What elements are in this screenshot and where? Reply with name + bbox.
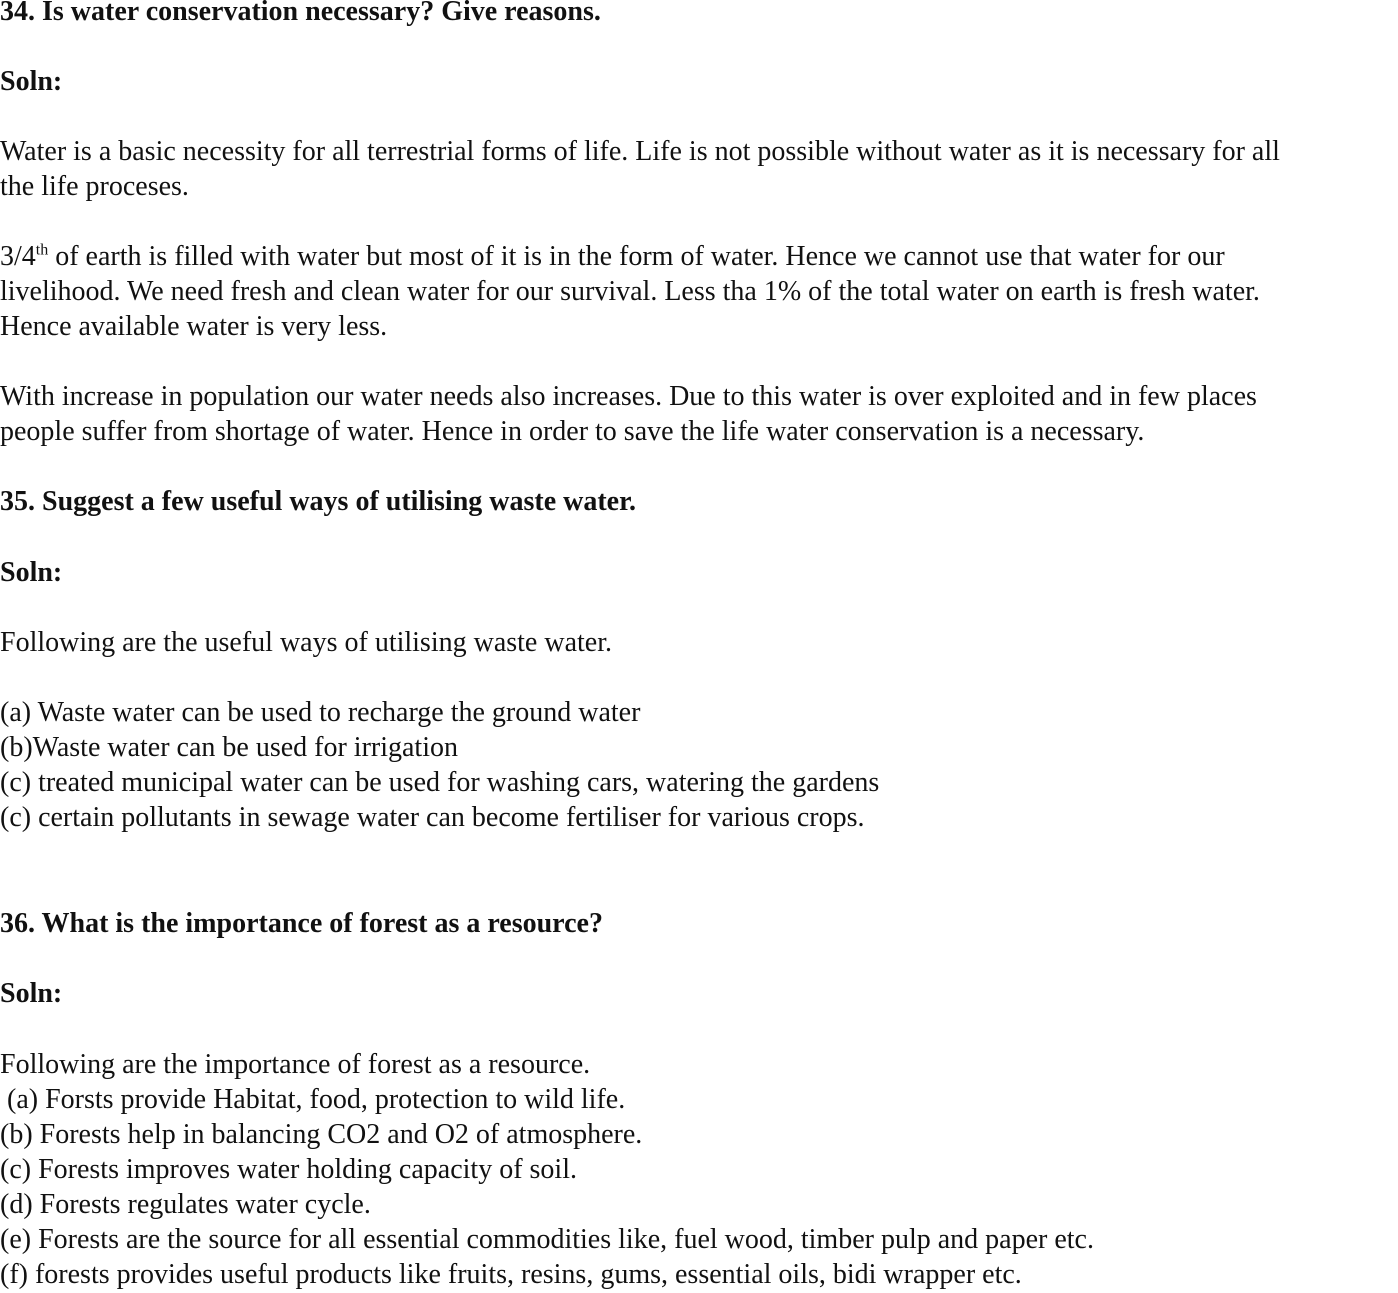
list-item: (c) treated municipal water can be used for washing cars, watering the gardens: [0, 767, 880, 798]
answer-36-intro: Following are the importance of forest as a resource.: [0, 1049, 591, 1080]
fraction-text: 3/4: [0, 241, 36, 272]
soln-label-34: Soln:: [0, 66, 63, 97]
list-item: (f) forests provides useful products like fruits, resins, gums, essential oils, bidi wrapper etc.: [0, 1259, 1022, 1290]
soln-label-35: Soln:: [0, 557, 63, 588]
answer-35-intro: Following are the useful ways of utilising waste water.: [0, 627, 612, 658]
answer-34-p2-line1: [0, 239, 1225, 274]
ordinal-superscript: th: [35, 241, 49, 259]
answer-34-p1-line2: the life proceses.: [0, 171, 189, 202]
answer-34-p3-line1: With increase in population our water needs also increases. Due to this water is over exploited and in few places: [0, 381, 1257, 412]
list-item: (a) Forsts provide Habitat, food, protection to wild life.: [0, 1084, 626, 1115]
question-34-heading: 34. Is water conservation necessary? Give reasons.: [0, 0, 601, 27]
list-item: (a) Waste water can be used to recharge the ground water: [0, 697, 641, 728]
answer-34-p2-line1-rest: of earth is filled with water but most of it is in the form of water. Hence we cannot use that water for our: [48, 241, 1225, 272]
list-item: (e) Forests are the source for all essential commodities like, fuel wood, timber pulp and paper etc.: [0, 1224, 1094, 1255]
answer-34-p2-line3: Hence available water is very less.: [0, 311, 388, 342]
list-item: (c) Forests improves water holding capacity of soil.: [0, 1154, 577, 1185]
list-item: (c) certain pollutants in sewage water can become fertiliser for various crops.: [0, 802, 865, 833]
soln-label-36: Soln:: [0, 978, 63, 1009]
answer-34-p3-line2: people suffer from shortage of water. Hence in order to save the life water conservation is a necessary.: [0, 416, 1145, 447]
list-item: (b)Waste water can be used for irrigation: [0, 732, 458, 763]
question-35-heading: 35. Suggest a few useful ways of utilising waste water.: [0, 486, 636, 517]
answer-34-p2-line2: livelihood. We need fresh and clean water for our survival. Less tha 1% of the total water on earth is fresh water.: [0, 276, 1260, 307]
list-item: (b) Forests help in balancing CO2 and O2 of atmosphere.: [0, 1119, 643, 1150]
question-36-heading: 36. What is the importance of forest as a resource?: [0, 908, 603, 939]
list-item: (d) Forests regulates water cycle.: [0, 1189, 371, 1220]
answer-34-p1-line1: Water is a basic necessity for all terrestrial forms of life. Life is not possible without water as it is necessary for all: [0, 136, 1280, 167]
